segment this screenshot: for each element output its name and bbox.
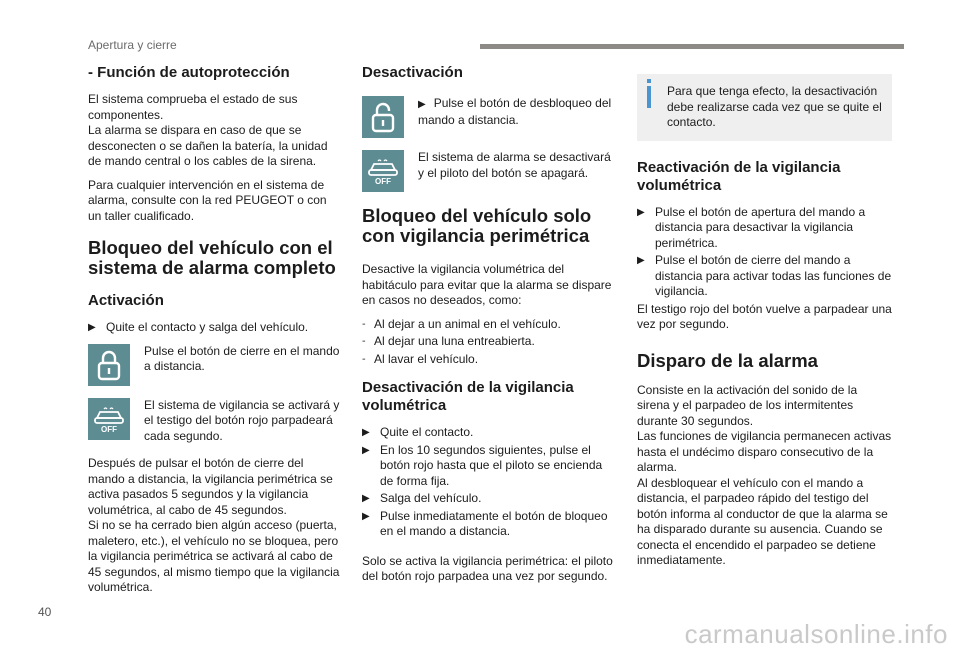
desact-vol-list <box>362 425 614 540</box>
list-item: - Al dejar una luna entreabierta. <box>362 334 535 348</box>
column-right <box>637 64 892 577</box>
desactivacion-step-unlock-text: Pulse el botón de desbloqueo del mando a distancia. <box>418 96 612 127</box>
section-title: Apertura y cierre <box>88 38 177 52</box>
desact-vol-paragraph: Solo se activa la vigilancia perimétrica: el piloto del botón rojo parpadea una vez por segundo. <box>362 553 613 583</box>
off-label: OFF <box>375 177 391 186</box>
activacion-step-alarm-text: El sistema de vigilancia se activará y el testigo del botón rojo parpadeará cada segundo. <box>144 397 340 443</box>
list-item: ▶ Quite el contacto y salga del vehículo. <box>88 320 309 334</box>
bullet-icon: ▶ <box>362 493 370 504</box>
bullet-icon: ▶ <box>362 510 370 522</box>
disparo-heading: Disparo de la alarma <box>637 349 818 371</box>
activacion-step-alarm <box>88 398 340 445</box>
reactivacion-heading: Reactivación de la vigilancia volumétrica <box>637 158 841 194</box>
perimetrica-list <box>362 317 614 368</box>
activacion-heading: Activación <box>88 292 164 309</box>
header-rule <box>480 44 904 49</box>
reactivacion-list <box>637 205 892 300</box>
desactivacion-step-unlock <box>362 96 614 138</box>
autoproteccion-heading: - Función de autoprotección <box>88 64 290 81</box>
list-item: ▶ Quite el contacto. <box>362 425 474 439</box>
desactivacion-step-alarm-text: El sistema de alarma se desactivará y el piloto del botón se apagará. <box>418 150 611 180</box>
info-icon <box>647 86 651 108</box>
desactivacion-step-alarm <box>362 150 614 192</box>
watermark: carmanualsonline.info <box>684 619 948 649</box>
car-alarm-off-icon <box>88 398 130 440</box>
bullet-icon: ▶ <box>88 322 96 333</box>
activacion-list <box>88 320 340 336</box>
list-item: - Al dejar a un animal en el vehículo. <box>362 316 561 331</box>
disparo-paragraph: Consiste en la activación del sonido de la sirena y el parpadeo de los intermitentes durante 30 segundos. Las funciones de vigilancia permanecen activas hasta el undécimo disparo consecutivo de la alarma. Al desbloquear el vehículo con el mando a distancia, el parpadeo rápido del testigo del botón informa al conductor de que la alarma se ha disparado durante su ausencia. Cuando se conecta el encendido el parpadeo se detiene inmediatamente. <box>637 382 892 567</box>
lock-closed-icon <box>88 344 130 386</box>
bullet-icon: ▶ <box>637 255 645 266</box>
bloqueo-completo-heading: Bloqueo del vehículo con el sistema de alarma completo <box>88 237 336 278</box>
desact-vol-heading: Desactivación de la vigilancia volumétrica <box>362 379 574 414</box>
reactivacion-paragraph: El testigo rojo del botón vuelve a parpadear una vez por segundo. <box>637 301 892 331</box>
activacion-step-lock-text: Pulse el botón de cierre en el mando a distancia. <box>144 343 340 373</box>
info-text: Para que tenga efecto, la desactivación debe realizarse cada vez que se quite el contacto. <box>667 84 882 129</box>
desactivacion-heading: Desactivación <box>362 64 463 81</box>
page-number: 40 <box>38 605 52 619</box>
activacion-step-lock <box>88 344 340 386</box>
bullet-icon: ▶ <box>362 427 370 438</box>
list-item: ▶ Pulse el botón de cierre del mando a distancia para activar todas las funciones de vigilancia. <box>637 253 892 298</box>
bullet-icon: ▶ <box>362 444 370 456</box>
bullet-icon: ▶ <box>637 206 645 218</box>
activacion-paragraph: Después de pulsar el botón de cierre del mando a distancia, la vigilancia perimétrica se activa pasados 5 segundos y la vigilancia volumétrica, al cabo de 45 segundos. Si no se ha cerrado bien algún acceso (puerta, maletero, etc.), el vehículo no se bloquea, pero la vigilancia perimétrica se activará al cabo de 45 segundos, al mismo tiempo que la vigilancia volumétrica. <box>88 456 340 594</box>
car-alarm-off-icon <box>362 150 404 192</box>
off-label: OFF <box>101 424 117 434</box>
list-item: ▶ Salga del vehículo. <box>362 491 482 505</box>
list-item: ▶ En los 10 segundos siguientes, pulse el botón rojo hasta que el piloto se encienda de forma fija. <box>362 442 603 488</box>
column-left <box>88 64 340 604</box>
perimetrica-paragraph: Desactive la vigilancia volumétrica del habitáculo para evitar que la alarma se dispare en casos no deseados, como: <box>362 262 612 307</box>
perimetrica-heading: Bloqueo del vehículo solo con vigilancia perimétrica <box>362 205 592 246</box>
list-item: ▶ Pulse inmediatamente el botón de bloqueo en el mando a distancia. <box>362 508 608 538</box>
column-middle <box>362 64 614 593</box>
lock-open-icon <box>362 96 404 138</box>
autoproteccion-paragraph-2: Para cualquier intervención en el sistema de alarma, consulte con la red PEUGEOT o con un taller cualificado. <box>88 177 327 223</box>
autoproteccion-paragraph-1: El sistema comprueba el estado de sus componentes. La alarma se dispara en caso de que se desconecten o se dañen la batería, la unidad de mando central o los cables de la sirena. <box>88 92 328 168</box>
list-item: - Al lavar el vehículo. <box>362 351 479 366</box>
info-box <box>637 74 892 141</box>
list-item: ▶ Pulse el botón de apertura del mando a distancia para desactivar la vigilancia perimétrica. <box>637 204 866 250</box>
bullet-icon: ▶ <box>418 99 426 110</box>
